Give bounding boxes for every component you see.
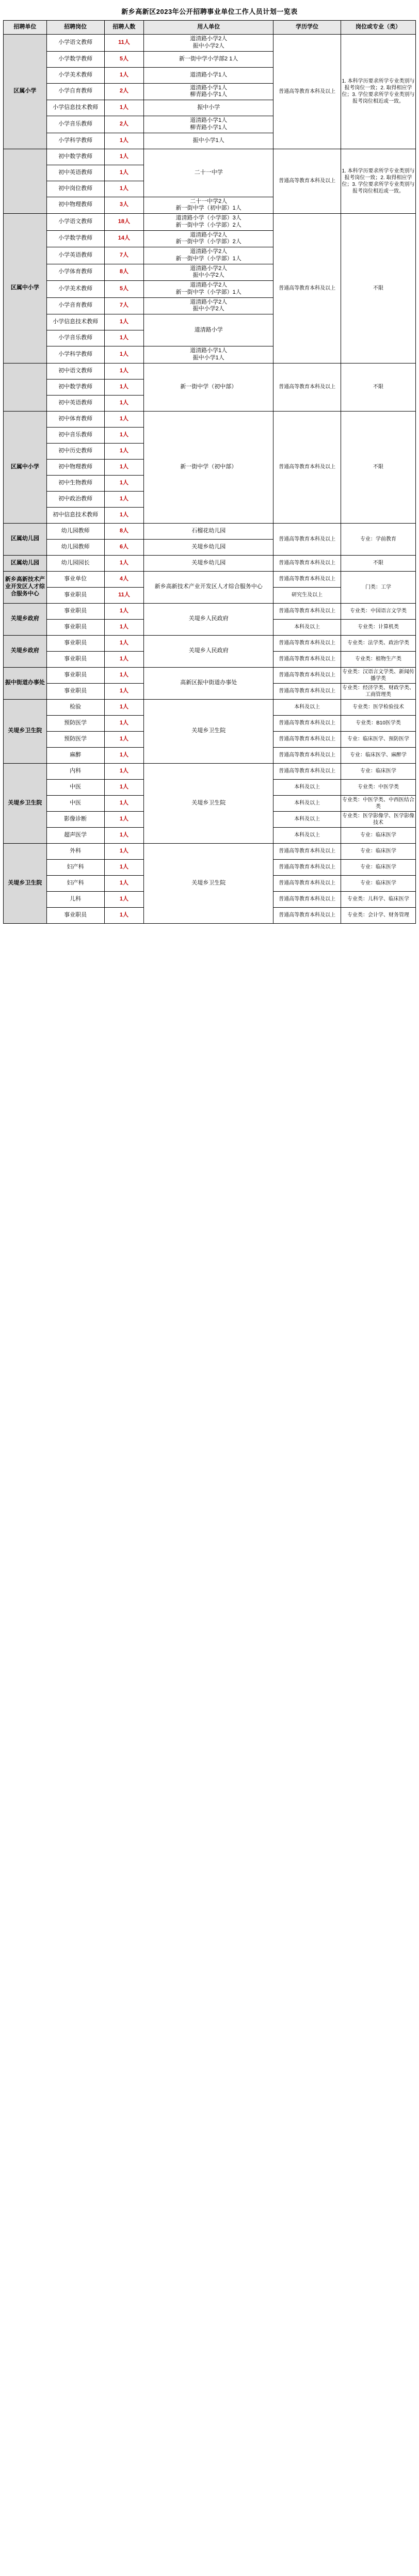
post-count-cell: 6人 (104, 539, 144, 555)
post-count-cell: 1人 (104, 363, 144, 379)
post-name-cell: 初中体育教师 (46, 411, 104, 427)
recruiting-unit-cell: 区属幼儿园 (4, 555, 47, 571)
table-row (4, 35, 416, 52)
education-cell: 普通高等教育本科及以上 (273, 149, 341, 214)
post-count-cell: 1人 (104, 859, 144, 875)
recruiting-unit-cell: 区属中小学 (4, 214, 47, 364)
post-count-cell: 1人 (104, 181, 144, 197)
post-count-cell: 14人 (104, 230, 144, 247)
post-count-cell: 1人 (104, 635, 144, 651)
post-name-cell: 初中英语教师 (46, 165, 104, 181)
education-cell: 普通高等教育本科及以上 (273, 731, 341, 747)
post-count-cell: 11人 (104, 587, 144, 603)
major-cell: 专业：临床医学、预防医学 (341, 731, 416, 747)
post-count-cell: 1人 (104, 133, 144, 149)
post-count-cell: 1人 (104, 491, 144, 507)
major-cell: 专业类：儿科学、临床医学 (341, 891, 416, 907)
recruiting-unit-cell: 关堤乡卫生院 (4, 699, 47, 763)
post-name-cell: 初中数学教师 (46, 379, 104, 395)
table-header-row (4, 21, 416, 35)
post-count-cell: 4人 (104, 571, 144, 587)
post-name-cell: 事业职员 (46, 667, 104, 683)
education-cell: 普通高等教育本科及以上 (273, 635, 341, 651)
table-row (4, 363, 416, 379)
post-name-cell: 小学数学教师 (46, 230, 104, 247)
major-cell: 门类：工学 (341, 571, 416, 603)
major-cell: 不限 (341, 363, 416, 411)
post-count-cell: 1人 (104, 715, 144, 731)
page-title: 新乡高新区2023年公开招聘事业单位工作人员计划一览表 (121, 8, 298, 15)
employer-cell: 高新区振中街道办事处 (144, 667, 273, 699)
table-row (4, 555, 416, 571)
education-cell: 普通高等教育本科及以上 (273, 571, 341, 587)
post-name-cell: 初中历史教师 (46, 443, 104, 459)
employer-cell: 新一街中学小学部2 1人 (144, 51, 273, 67)
major-cell: 不限 (341, 411, 416, 523)
post-count-cell: 1人 (104, 314, 144, 330)
col-header-education: 学历学位 (273, 21, 341, 35)
major-cell: 专业类：会计学、财务管理 (341, 907, 416, 923)
employer-cell: 关堤乡卫生院 (144, 699, 273, 763)
post-name-cell: 中医 (46, 795, 104, 811)
post-count-cell: 5人 (104, 281, 144, 298)
recruiting-unit-cell (4, 149, 47, 214)
post-count-cell: 1人 (104, 763, 144, 779)
post-count-cell: 11人 (104, 35, 144, 52)
post-count-cell: 1人 (104, 891, 144, 907)
education-cell: 普通高等教育本科及以上 (273, 523, 341, 555)
employer-cell: 道清路小学2人 振中小学2人 (144, 35, 273, 52)
post-count-cell: 1人 (104, 827, 144, 843)
education-cell: 普通高等教育本科及以上 (273, 603, 341, 619)
employer-cell: 道清路小学（小学部）3人 新一街中学（小学部）2人 (144, 214, 273, 231)
recruiting-unit-cell: 关堤乡卫生院 (4, 763, 47, 843)
education-cell: 普通高等教育本科及以上 (273, 555, 341, 571)
employer-cell: 道清路小学2人 振中小学2人 (144, 264, 273, 281)
employer-cell: 道清路小学2人 振中小学2人 (144, 297, 273, 314)
post-name-cell: 幼儿园园长 (46, 555, 104, 571)
education-cell: 本科及以上 (273, 779, 341, 795)
education-cell: 普通高等教育本科及以上 (273, 363, 341, 411)
education-cell: 本科及以上 (273, 827, 341, 843)
recruitment-table (3, 20, 416, 924)
employer-cell: 道清路小学2人 新一街中学（小学部）1人 (144, 247, 273, 264)
major-cell: 专业类：法学类、政治学类 (341, 635, 416, 651)
post-count-cell: 1人 (104, 747, 144, 763)
major-cell: 专业类：B10医学类 (341, 715, 416, 731)
post-name-cell: 事业职员 (46, 907, 104, 923)
post-name-cell: 小学信息技术教师 (46, 100, 104, 116)
post-count-cell: 1人 (104, 779, 144, 795)
post-count-cell: 1人 (104, 427, 144, 443)
col-header-employer: 用人单位 (144, 21, 273, 35)
post-count-cell: 1人 (104, 411, 144, 427)
post-count-cell: 1人 (104, 683, 144, 699)
major-cell: 专业类：经济学类、财政学类、工商管理类 (341, 683, 416, 699)
post-name-cell: 检验 (46, 699, 104, 715)
post-name-cell: 事业职员 (46, 683, 104, 699)
post-count-cell: 1人 (104, 619, 144, 635)
employer-cell: 道清路小学1人 (144, 67, 273, 83)
post-name-cell: 小学音育教师 (46, 297, 104, 314)
col-header-unit: 招聘单位 (4, 21, 47, 35)
post-count-cell: 5人 (104, 51, 144, 67)
post-name-cell: 事业单位 (46, 571, 104, 587)
education-cell: 普通高等教育本科及以上 (273, 35, 341, 149)
table-row (4, 214, 416, 231)
major-cell: 专业类：医学检验技术 (341, 699, 416, 715)
post-name-cell: 预防医学 (46, 731, 104, 747)
education-cell: 普通高等教育本科及以上 (273, 747, 341, 763)
post-name-cell: 预防医学 (46, 715, 104, 731)
recruiting-unit-cell: 区属中小学 (4, 411, 47, 523)
table-row (4, 635, 416, 651)
education-cell: 本科及以上 (273, 619, 341, 635)
recruiting-unit-cell: 振中街道办事处 (4, 667, 47, 699)
post-count-cell: 1人 (104, 795, 144, 811)
post-name-cell: 小学音乐教师 (46, 116, 104, 133)
employer-cell: 关堤乡卫生院 (144, 843, 273, 923)
post-name-cell: 初中音乐教师 (46, 427, 104, 443)
post-name-cell: 事业职员 (46, 635, 104, 651)
post-name-cell: 小学科学教师 (46, 133, 104, 149)
recruiting-unit-cell (4, 363, 47, 411)
post-count-cell: 8人 (104, 264, 144, 281)
major-cell: 专业类：中医学类 (341, 779, 416, 795)
post-count-cell: 1人 (104, 907, 144, 923)
post-count-cell: 1人 (104, 67, 144, 83)
major-cell: 专业：临床医学 (341, 827, 416, 843)
education-cell: 普通高等教育本科及以上 (273, 907, 341, 923)
post-name-cell: 妇产科 (46, 875, 104, 891)
employer-cell: 振中小学1人 (144, 133, 273, 149)
post-name-cell: 事业职员 (46, 651, 104, 667)
education-cell: 普通高等教育本科及以上 (273, 763, 341, 779)
education-cell: 普通高等教育本科及以上 (273, 859, 341, 875)
table-row (4, 411, 416, 427)
post-count-cell: 1人 (104, 100, 144, 116)
employer-cell: 关堤乡人民政府 (144, 635, 273, 667)
education-cell: 本科及以上 (273, 795, 341, 811)
post-name-cell: 小学美术教师 (46, 67, 104, 83)
major-cell: 专业：学前教育 (341, 523, 416, 555)
education-cell: 普通高等教育本科及以上 (273, 843, 341, 859)
post-name-cell: 初中岗位教师 (46, 181, 104, 197)
employer-cell: 新乡高新技术产业开发区人才综合服务中心 (144, 571, 273, 603)
post-name-cell: 超声医学 (46, 827, 104, 843)
post-count-cell: 1人 (104, 603, 144, 619)
post-count-cell: 1人 (104, 811, 144, 827)
post-count-cell: 1人 (104, 667, 144, 683)
post-count-cell: 18人 (104, 214, 144, 231)
post-name-cell: 初中物理教师 (46, 197, 104, 214)
table-row (4, 523, 416, 539)
post-count-cell: 1人 (104, 651, 144, 667)
table-row (4, 763, 416, 779)
post-name-cell: 麻醉 (46, 747, 104, 763)
table-row (4, 571, 416, 587)
post-name-cell: 小学信息技术教师 (46, 314, 104, 330)
major-cell: 专业类：计算机类 (341, 619, 416, 635)
major-cell: 专业类：汉语言文学类、新闻传播学类 (341, 667, 416, 683)
post-name-cell: 中医 (46, 779, 104, 795)
post-name-cell: 事业职员 (46, 587, 104, 603)
education-cell: 普通高等教育本科及以上 (273, 875, 341, 891)
employer-cell: 道清路小学2人 新一街中学（小学部）1人 (144, 281, 273, 298)
post-count-cell: 1人 (104, 149, 144, 165)
education-cell: 普通高等教育本科及以上 (273, 651, 341, 667)
col-header-major: 岗位或专业（类） (341, 21, 416, 35)
employer-cell: 二十一中学 (144, 149, 273, 197)
post-count-cell: 1人 (104, 346, 144, 364)
post-count-cell: 1人 (104, 395, 144, 411)
recruiting-unit-cell: 新乡高新技术产业开发区人才综合服务中心 (4, 571, 47, 603)
post-count-cell: 1人 (104, 843, 144, 859)
post-name-cell: 小学科学教师 (46, 346, 104, 364)
post-count-cell: 7人 (104, 247, 144, 264)
employer-cell: 道清路小学1人 柳青路小学1人 (144, 116, 273, 133)
col-header-post: 招聘岗位 (46, 21, 104, 35)
post-name-cell: 事业职员 (46, 603, 104, 619)
employer-cell: 道清路小学1人 柳青路小学1人 (144, 83, 273, 100)
table-row (4, 667, 416, 683)
education-cell: 普通高等教育本科及以上 (273, 214, 341, 364)
employer-cell: 石榴花幼儿园 (144, 523, 273, 539)
employer-cell: 新一街中学（初中部） (144, 411, 273, 523)
col-header-count: 招聘人数 (104, 21, 144, 35)
recruiting-unit-cell: 区属小学 (4, 35, 47, 149)
post-name-cell: 初中政治教师 (46, 491, 104, 507)
post-name-cell: 小学体育教师 (46, 264, 104, 281)
table-row (4, 843, 416, 859)
recruiting-unit-cell: 区属幼儿园 (4, 523, 47, 555)
post-name-cell: 影像诊断 (46, 811, 104, 827)
post-name-cell: 妇产科 (46, 859, 104, 875)
education-cell: 研究生及以上 (273, 587, 341, 603)
post-name-cell: 初中英语教师 (46, 395, 104, 411)
major-cell: 专业类：医学影像学、医学影像技术 (341, 811, 416, 827)
employer-cell: 道清路小学1人 振中小学1人 (144, 346, 273, 364)
employer-cell: 振中小学 (144, 100, 273, 116)
post-name-cell: 小学音乐教师 (46, 330, 104, 346)
employer-cell: 关堤乡幼儿园 (144, 539, 273, 555)
post-name-cell: 幼儿园教师 (46, 539, 104, 555)
post-name-cell: 事业职员 (46, 619, 104, 635)
major-cell: 专业：临床医学、麻醉学 (341, 747, 416, 763)
table-body (4, 35, 416, 924)
education-cell: 本科及以上 (273, 699, 341, 715)
post-name-cell: 小学自育教师 (46, 83, 104, 100)
post-name-cell: 初中物理教师 (46, 459, 104, 475)
post-name-cell: 初中数学教师 (46, 149, 104, 165)
recruiting-unit-cell: 关堤乡政府 (4, 635, 47, 667)
post-count-cell: 1人 (104, 731, 144, 747)
post-name-cell: 外科 (46, 843, 104, 859)
post-count-cell: 1人 (104, 507, 144, 523)
major-cell: 专业类：中国语言文学类 (341, 603, 416, 619)
education-cell: 本科及以上 (273, 811, 341, 827)
post-count-cell: 1人 (104, 165, 144, 181)
post-count-cell: 7人 (104, 297, 144, 314)
major-cell: 专业：临床医学 (341, 843, 416, 859)
major-cell: 1. 本科学历要求所学专业类别与报考岗位一致；2. 取得相应学位；3. 学位要求所学专业类别与报考岗位相近或一致。 (341, 35, 416, 149)
recruiting-unit-cell: 关堤乡政府 (4, 603, 47, 635)
post-name-cell: 幼儿园教师 (46, 523, 104, 539)
table-row (4, 603, 416, 619)
post-count-cell: 1人 (104, 379, 144, 395)
education-cell: 普通高等教育本科及以上 (273, 891, 341, 907)
post-name-cell: 内科 (46, 763, 104, 779)
post-count-cell: 1人 (104, 699, 144, 715)
post-name-cell: 小学英语教师 (46, 247, 104, 264)
post-count-cell: 8人 (104, 523, 144, 539)
post-count-cell: 1人 (104, 875, 144, 891)
education-cell: 普通高等教育本科及以上 (273, 715, 341, 731)
post-name-cell: 小学数学教师 (46, 51, 104, 67)
table-row (4, 699, 416, 715)
post-count-cell: 2人 (104, 116, 144, 133)
major-cell: 专业类：植物生产类 (341, 651, 416, 667)
post-name-cell: 小学语文教师 (46, 214, 104, 231)
employer-cell: 道清路小学2人 新一街中学（小学部）2人 (144, 230, 273, 247)
education-cell: 普通高等教育本科及以上 (273, 411, 341, 523)
major-cell: 专业类：中医学类、中西医结合类 (341, 795, 416, 811)
table-row (4, 149, 416, 165)
post-name-cell: 初中信息技术教师 (46, 507, 104, 523)
post-count-cell: 1人 (104, 330, 144, 346)
employer-cell: 关堤乡幼儿园 (144, 555, 273, 571)
major-cell: 专业：临床医学 (341, 875, 416, 891)
employer-cell: 二十一中学2人 新一街中学（初中部）1人 (144, 197, 273, 214)
post-name-cell: 小学美术教师 (46, 281, 104, 298)
post-count-cell: 1人 (104, 443, 144, 459)
employer-cell: 新一街中学（初中部） (144, 363, 273, 411)
recruiting-unit-cell: 关堤乡卫生院 (4, 843, 47, 923)
major-cell: 专业：临床医学 (341, 859, 416, 875)
post-count-cell: 3人 (104, 197, 144, 214)
post-count-cell: 1人 (104, 475, 144, 491)
post-name-cell: 儿科 (46, 891, 104, 907)
education-cell: 普通高等教育本科及以上 (273, 683, 341, 699)
major-cell: 1. 本科学历要求所学专业类别与报考岗位一致；2. 取得相应学位；3. 学位要求所学专业类别与报考岗位相近或一致。 (341, 149, 416, 214)
post-name-cell: 小学语文教师 (46, 35, 104, 52)
major-cell: 专业：临床医学 (341, 763, 416, 779)
education-cell: 普通高等教育本科及以上 (273, 667, 341, 683)
post-name-cell: 初中语文教师 (46, 363, 104, 379)
post-count-cell: 2人 (104, 83, 144, 100)
employer-cell: 关堤乡卫生院 (144, 763, 273, 843)
employer-cell: 关堤乡人民政府 (144, 603, 273, 635)
major-cell: 不限 (341, 214, 416, 364)
post-name-cell: 初中生物教师 (46, 475, 104, 491)
employer-cell: 道清路小学 (144, 314, 273, 346)
post-count-cell: 1人 (104, 459, 144, 475)
post-count-cell: 1人 (104, 555, 144, 571)
major-cell: 不限 (341, 555, 416, 571)
